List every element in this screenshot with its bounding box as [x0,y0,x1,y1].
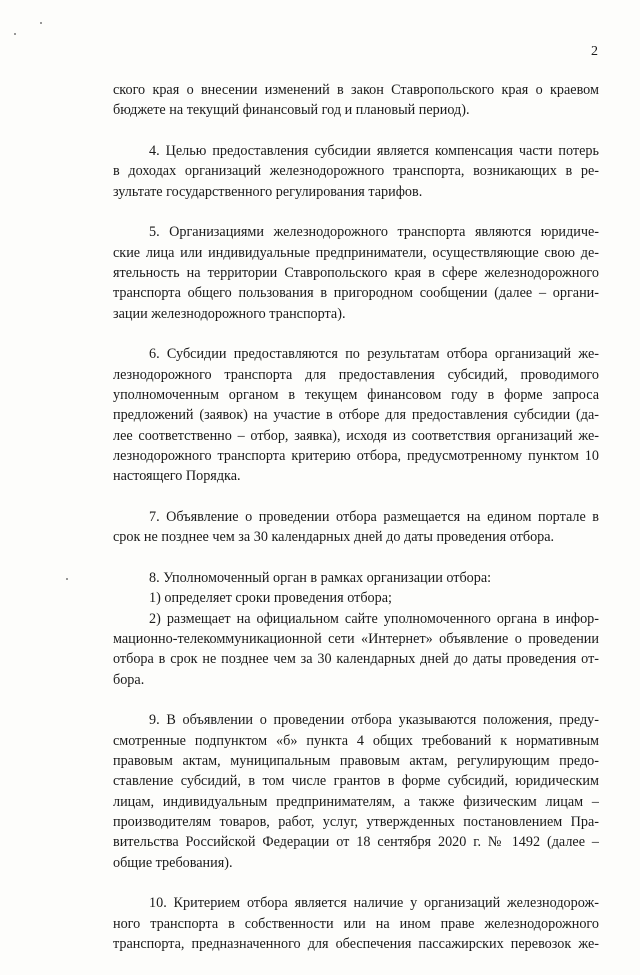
paragraph-9 [113,710,599,872]
text-line: бюджете на текущий финансовый год и плановый период). [113,102,470,119]
text-line: бора. [113,671,145,688]
text-line: 4. Целью предоставления субсидии является компенсация части потерь [149,143,599,160]
text-line: 7. Объявление о проведении отбора размещается на едином портале в [149,509,599,526]
text-line: ского края о внесении изменений в закон Ставропольского края о краевом [113,82,599,98]
text-line: ские лица или индивидуальные предприниматели, осуществляющие свою де- [113,244,599,261]
text-line: зультате государственного регулирования тарифов. [113,183,423,200]
text-line: лезнодорожного транспорта для предоставления субсидий, проводимого [113,366,599,383]
scan-speck [40,22,42,24]
text-line: транспорта, предназначенного для обеспечения пассажирских перевозок же- [113,935,599,952]
text-line: транспорта общего пользования в пригородном сообщении (далее – органи- [113,285,599,302]
text-line: общие требования). [113,854,233,871]
text-line: ного транспорта в собственности или на ином праве железнодорожного [113,915,599,932]
paragraph-4 [113,141,599,202]
text-line: 10. Критерием отбора является наличие у организаций железнодорож- [149,895,599,912]
paragraph-8 [113,568,599,690]
page-number: 2 [591,44,598,59]
text-line: 9. В объявлении о проведении отбора указываются положения, преду- [149,712,599,729]
text-line: смотренные подпунктом «б» пункта 4 общих требований к нормативным [113,732,599,749]
text-line: отбора в срок не позднее чем за 30 календарных дней до даты проведения от- [113,651,599,668]
text-line: срок не позднее чем за 30 календарных дней до даты проведения отбора. [113,529,555,546]
paragraph-10 [113,893,599,954]
text-line: зации железнодорожного транспорта). [113,305,346,322]
text-line: мационно-телекоммуникационной сети «Интернет» объявление о проведении [113,631,599,648]
text-line: настоящего Порядка. [113,468,241,485]
text-line: лее соответственно – отбор, заявка), исходя из соответствия организаций же- [113,427,599,444]
text-line: правовым актам, муниципальным правовым актам, регулирующим предо- [113,753,599,770]
paragraph-continuation [113,80,599,121]
document-body [113,80,599,975]
scan-speck [14,33,16,35]
text-line: лезнодорожного транспорта критерию отбора, предусмотренному пунктом 10 [113,447,599,464]
paragraph-6 [113,344,599,486]
text-line: 6. Субсидии предоставляются по результатам отбора организаций же- [149,346,599,363]
text-line: 5. Организациями железнодорожного транспорта являются юридиче- [149,224,599,241]
paragraph-7 [113,507,599,548]
scan-speck [66,578,68,580]
text-line: в доходах организаций железнодорожного транспорта, возникающих в ре- [113,163,599,180]
list-item: 1) определяет сроки проведения отбора; [149,590,392,607]
text-line: ставление субсидий, в том числе грантов в форме субсидий, юридическим [113,773,599,790]
text-line: производителям товаров, работ, услуг, утвержденных постановлением Пра- [113,813,599,830]
text-line: уполномоченным органом в текущем финансовом году в форме запроса [113,387,599,404]
text-line: ятельность на территории Ставропольского края в сфере железнодорожного [113,265,599,282]
text-line: вительства Российской Федерации от 18 сентября 2020 г. № 1492 (далее – [113,834,599,851]
text-line: предложений (заявок) на участие в отборе для предоставления субсидии (да- [113,407,599,424]
list-item: 2) размещает на официальном сайте уполномоченного органа в инфор- [149,610,599,627]
text-line: лицам, индивидуальным предпринимателям, а также физическим лицам – [113,793,599,810]
text-line: 8. Уполномоченный орган в рамках организации отбора: [149,570,492,587]
paragraph-5 [113,222,599,323]
